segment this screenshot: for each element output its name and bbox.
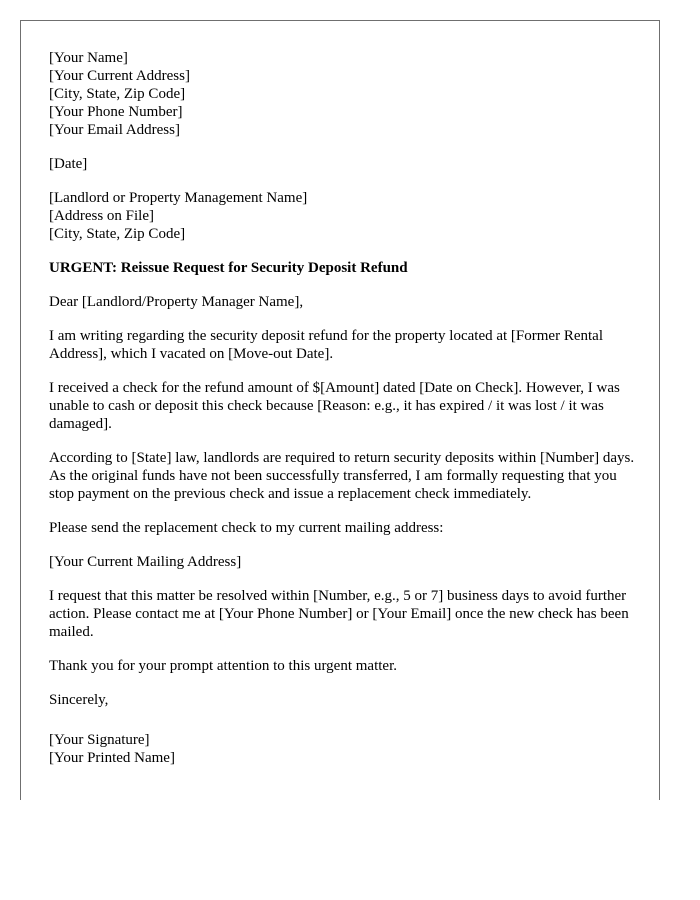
recipient-city-state-zip: [City, State, Zip Code] <box>49 226 186 242</box>
sender-name: [Your Name] <box>49 50 128 66</box>
date-block <box>49 155 639 173</box>
closing: Sincerely, <box>49 692 109 708</box>
signature: [Your Signature] <box>49 732 150 748</box>
body-paragraph: I request that this matter be resolved within [Number, e.g., 5 or 7] business days to avoid further action. Please contact me at [Your Phone Number] or [Your Email] once the new check has been mailed. <box>49 588 629 640</box>
sender-email: [Your Email Address] <box>49 122 180 138</box>
mailing-address-line: [Your Current Mailing Address] <box>49 554 242 570</box>
body-paragraph: I am writing regarding the security deposit refund for the property located at [Former Rental Address], which I vacated on [Move-out Date]. <box>49 328 603 362</box>
body-paragraph: Thank you for your prompt attention to this urgent matter. <box>49 658 397 674</box>
letter-subject: URGENT: Reissue Request for Security Deposit Refund <box>49 260 408 276</box>
printed-name: [Your Printed Name] <box>49 750 175 766</box>
sender-block <box>49 49 639 139</box>
salutation: Dear [Landlord/Property Manager Name], <box>49 294 304 310</box>
body-paragraph: Please send the replacement check to my current mailing address: <box>49 520 444 536</box>
sender-phone: [Your Phone Number] <box>49 104 183 120</box>
letter-content <box>49 49 639 783</box>
body-paragraph: According to [State] law, landlords are required to return security deposits within [Number] days. As the original funds have not been successfully transferred, I am formally requesting that you stop payment on the previous check and issue a replacement check immediately. <box>49 450 635 502</box>
sender-address: [Your Current Address] <box>49 68 190 84</box>
sender-city-state-zip: [City, State, Zip Code] <box>49 86 186 102</box>
recipient-address: [Address on File] <box>49 208 154 224</box>
letter-date: [Date] <box>49 156 88 172</box>
signature-block <box>49 731 639 767</box>
letter-page <box>20 20 660 800</box>
recipient-name: [Landlord or Property Management Name] <box>49 190 308 206</box>
recipient-block <box>49 189 639 243</box>
body-paragraph: I received a check for the refund amount of $[Amount] dated [Date on Check]. However, I was unable to cash or deposit this check because [Reason: e.g., it has expired / it was lost / it was damaged]. <box>49 380 620 432</box>
